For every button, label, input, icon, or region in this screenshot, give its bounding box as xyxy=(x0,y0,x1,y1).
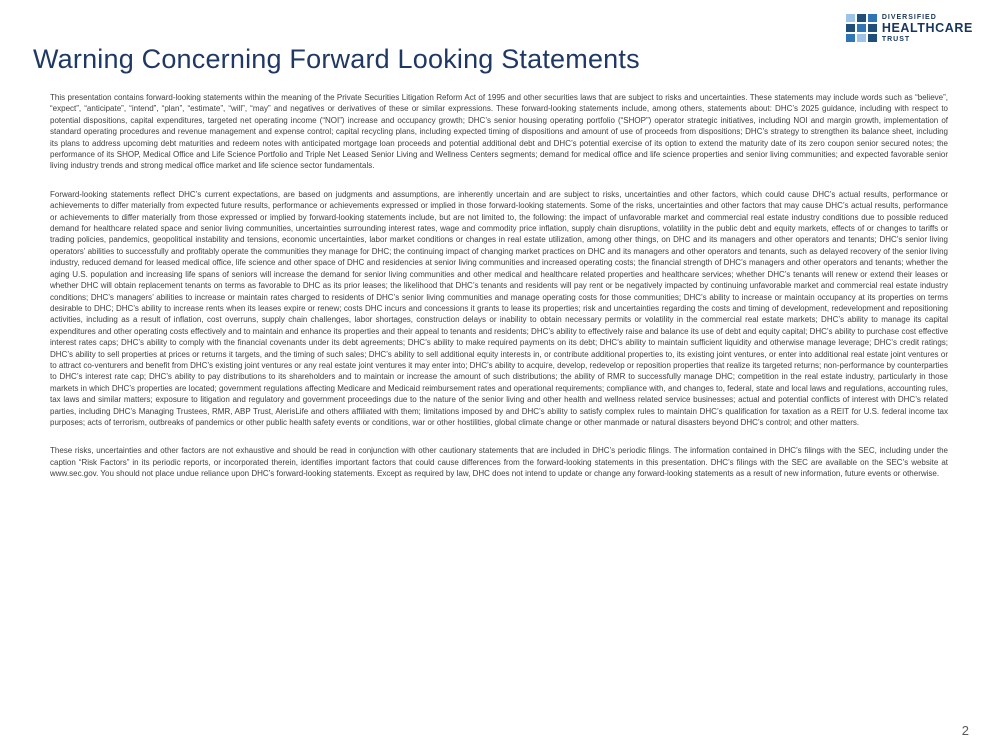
logo-line-diversified: DIVERSIFIED xyxy=(881,14,937,21)
logo-text xyxy=(882,14,973,43)
logo-line-trust: TRUST xyxy=(881,35,911,43)
company-logo xyxy=(846,14,973,43)
disclaimer-text xyxy=(50,92,948,497)
page-number: 2 xyxy=(961,723,969,738)
disclaimer-paragraph-3: These risks, uncertainties and other factors are not exhaustive and should be read in conjunction with other cautionary statements that are included in DHC’s periodic filings. The information contained in DHC’s filings with the SEC, including under the caption “Risk Factors” in its periodic reports, or incorporated therein, identifies important factors that could cause differences from the forward-looking statements in this presentation. DHC’s filings with the SEC are available on the SEC’s website at www.sec.gov. You should not place undue reliance upon DHC’s forward-looking statements. Except as required by law, DHC does not intend to update or change any forward-looking statements as a result of new information, future events or otherwise. xyxy=(50,446,948,479)
logo-line-healthcare: HEALTHCARE xyxy=(881,21,973,35)
logo-grid-icon xyxy=(846,14,877,42)
page-title: Warning Concerning Forward Looking Statements xyxy=(33,44,640,74)
disclaimer-paragraph-2: Forward-looking statements reflect DHC’s current expectations, are based on judgments and assumptions, are inherently uncertain and are subject to risks, uncertainties and other factors, which could cause DHC’s actual results, performance or achievements to differ materially from expected future results, performance or achievements expressed or implied in those forward-looking statements. Some of the risks, uncertainties and other factors that may cause DHC’s actual results, performance or achievements to differ materially from those expressed or implied by forward-looking statements include, but are not limited to, the following: the impact of unfavorable market and commercial real estate industry conditions due to possible reduced demand for healthcare related space and senior living communities, uncertainties surrounding interest rates, wage and commodity price inflation, supply chain disruptions, volatility in the public debt and equity markets, effects of or changes to tariffs or trading policies, pandemics, geopolitical instability and tensions, economic uncertainties, labor market conditions or changes in real estate utilization, among other things, on DHC and its managers and other operators and tenants; DHC’s senior living operators’ abilities to successfully and profitably operate the communities they manage for DHC; the continuing impact of changing market practices on DHC and its managers and other operators and tenants, such as delayed recovery of the senior living industry, reduced demand for leased medical office, life science and other space of DHC and residencies at senior living communities and increased operating costs; the financial strength of DHC’s managers and other operators and tenants; whether the aging U.S. population and increasing life spans of seniors will increase the demand for senior living communities and other medical and healthcare related properties and healthcare services; whether DHC’s tenants will renew or extend their leases or whether DHC will obtain replacement tenants on terms as favorable to DHC as its prior leases; the likelihood that DHC’s tenants and residents will pay rent or be negatively impacted by continuing unfavorable market and commercial real estate industry conditions; DHC’s managers’ abilities to increase or maintain rates charged to residents of DHC’s senior living communities and manage operating costs for those communities; DHC’s ability to increase or maintain occupancy at its properties on terms desirable to DHC; DHC’s ability to increase rents when its leases expire or renew; costs DHC incurs and concessions it grants to lease its properties; risk and uncertainties regarding the costs and timing of development, redevelopment and repositioning activities, including as a result of inflation, cost overruns, supply chain challenges, labor shortages, construction delays or inability to obtain necessary permits or volatility in the commercial real estate markets; DHC’s ability to manage its capital expenditures and other operating costs effectively and to maintain and enhance its properties and their appeal to tenants and residents; DHC’s ability to effectively raise and balance its use of debt and equity capital; DHC’s ability to purchase cost effective interest rates caps; DHC’s ability to comply with the financial covenants under its debt agreements; DHC’s ability to make required payments on its debt; DHC’s ability to maintain sufficient liquidity and otherwise manage leverage; DHC’s credit ratings; DHC’s ability to sell properties at prices or returns it targets, and the timing of such sales; DHC’s ability to sell additional equity interests in, or contribute additional properties to, its existing joint ventures, or enter into additional real estate joint ventures or to attract co-venturers and benefit from DHC’s existing joint ventures or any real estate joint ventures it may enter into; DHC’s ability to acquire, develop, redevelop or reposition properties that realize its targeted returns; non-performance by counterparties to DHC’s interest rate cap; DHC’s ability to pay distributions to its shareholders and to maintain or increase the amount of such distributions; the ability of RMR to successfully manage DHC; competition in the real estate industry, particularly in those markets in which DHC’s properties are located; government regulations affecting Medicare and Medicaid reimbursement rates and operational requirements; compliance with, and changes to, federal, state and local laws and regulations, accounting rules, tax laws and similar matters; exposure to litigation and regulatory and government proceedings due to the nature of the senior living and other health and wellness related service businesses; actual and potential conflicts of interest with DHC’s related parties, including DHC’s Managing Trustees, RMR, ABP Trust, AlerisLife and others affiliated with them; limitations imposed by and DHC’s ability to satisfy complex rules to maintain DHC’s qualification for taxation as a REIT for U.S. federal income tax purposes; acts of terrorism, outbreaks of pandemics or other public health safety events or conditions, war or other hostilities, global climate change or other manmade or natural disasters beyond DHC’s control; and other matters. xyxy=(50,189,949,427)
disclaimer-paragraph-1: This presentation contains forward-looking statements within the meaning of the Private Securities Litigation Reform Act of 1995 and other securities laws that are subject to risks and uncertainties. These statements may include words such as “believe”, “expect”, “anticipate”, “intend”, “plan”, “estimate”, “will”, “may” and negatives or derivatives of these or similar expressions. These forward-looking statements include, among others, statements about: DHC’s 2025 guidance, including with respect to potential dispositions, capital expenditures, targeted net operating income (“NOI”) increase and occupancy growth; DHC’s senior housing operating portfolio (“SHOP”) operator strategic initiatives, including NOI and margin growth, implementation of standard operating procedures and revenue management and expense control; capital recycling plans, including expected timing of dispositions and amount of use of proceeds from dispositions; DHC’s strategy to strengthen its balance sheet, including its plans to address upcoming debt maturities and redeem notes with anticipated mortgage loan proceeds and potential additional debt and DHC’s potential exercise of its option to extend the maturity date of its zero coupon senior secured notes; the performance of its SHOP, Medical Office and Life Science Portfolio and Triple Net Leased Senior Living and Wellness Centers segments; demand for medical office and life science properties and senior living communities; and expected favorable senior living industry trends and strong medical office market and life science sector fundamentals. xyxy=(50,93,948,171)
